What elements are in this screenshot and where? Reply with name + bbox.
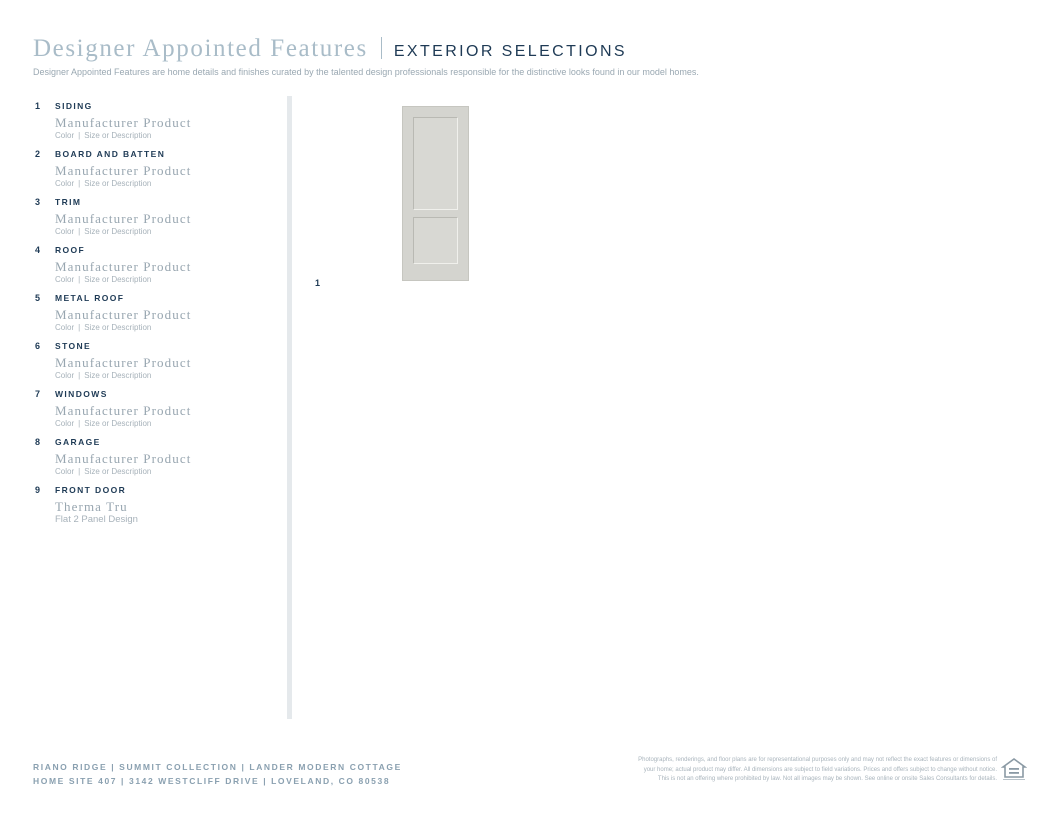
list-item	[35, 292, 275, 333]
item-number: 3	[35, 196, 41, 207]
list-item	[35, 196, 275, 237]
item-product: Manufacturer Product	[55, 259, 192, 274]
door-top-panel	[413, 117, 458, 210]
item-color: Color	[55, 323, 75, 332]
item-size: Size or Description	[84, 419, 152, 428]
disclaimer-line-3: This is not an offering where prohibited by law. Not all images may be shown. See online or onsite Sales Consultants for details.	[657, 776, 997, 782]
title-row	[33, 34, 1033, 63]
item-description: Color | Size or Description	[55, 419, 152, 428]
item-category: SIDING	[55, 100, 93, 111]
selection-list	[35, 100, 275, 532]
item-category: METAL ROOF	[55, 292, 125, 303]
list-item	[35, 436, 275, 477]
item-product: Manufacturer Product	[55, 307, 192, 322]
item-color: Color	[55, 227, 75, 236]
equal-housing-opportunity-icon	[1001, 757, 1027, 783]
item-description: Color | Size or Description	[55, 131, 152, 140]
item-size: Size or Description	[84, 131, 152, 140]
footer-address	[33, 760, 402, 788]
list-item-front-door	[35, 484, 275, 525]
disclaimer-line-1: Photographs, renderings, and floor plans are for representational purposes only and may not reflect the exact features or dimensions of	[638, 757, 997, 763]
door-icon	[402, 106, 469, 281]
list-item	[35, 244, 275, 285]
item-description: Color | Size or Description	[55, 467, 152, 476]
item-size: Size or Description	[84, 275, 152, 284]
item-color: Color	[55, 419, 75, 428]
item-product: Manufacturer Product	[55, 403, 192, 418]
list-item	[35, 148, 275, 189]
title-separator	[381, 37, 382, 59]
item-number: 4	[35, 244, 41, 255]
item-product: Manufacturer Product	[55, 211, 192, 226]
item-color: Color	[55, 179, 75, 188]
item-number: 5	[35, 292, 41, 303]
item-product: Manufacturer Product	[55, 163, 192, 178]
item-size: Size or Description	[84, 227, 152, 236]
disclaimer-line-2: your home; actual product may differ. All dimensions are subject to field variations. Prices and offers subject to change without notice.	[643, 766, 997, 773]
item-description: Color | Size or Description	[55, 227, 152, 236]
image-label: 1	[315, 278, 321, 288]
item-color: Color	[55, 467, 75, 476]
item-product: Manufacturer Product	[55, 355, 192, 370]
item-color: Color	[55, 275, 75, 284]
item-number: 6	[35, 340, 41, 351]
item-number: 1	[35, 100, 41, 111]
item-description: Color | Size or Description	[55, 371, 152, 380]
item-size: Size or Description	[84, 179, 152, 188]
item-number: 2	[35, 148, 41, 159]
item-category: BOARD AND BATTEN	[55, 148, 166, 159]
item-description: Color | Size or Description	[55, 179, 152, 188]
item-description: Flat 2 Panel Design	[55, 514, 138, 525]
disclaimer	[507, 756, 997, 785]
page-title: Designer Appointed Features	[33, 35, 368, 62]
item-category: FRONT DOOR	[55, 484, 127, 495]
list-item	[35, 388, 275, 429]
item-number: 9	[35, 484, 41, 495]
vertical-divider	[287, 96, 292, 719]
item-product: Manufacturer Product	[55, 451, 192, 466]
item-description: Color | Size or Description	[55, 323, 152, 332]
item-number: 8	[35, 436, 41, 447]
item-color: Color	[55, 131, 75, 140]
item-category: TRIM	[55, 196, 82, 207]
item-description: Color | Size or Description	[55, 275, 152, 284]
list-item	[35, 100, 275, 141]
item-size: Size or Description	[84, 467, 152, 476]
item-number: 7	[35, 388, 41, 399]
item-size: Size or Description	[84, 371, 152, 380]
item-product: Manufacturer Product	[55, 115, 192, 130]
page-header	[33, 34, 1033, 77]
item-size: Size or Description	[84, 323, 152, 332]
item-product: Therma Tru	[55, 499, 128, 514]
item-category: GARAGE	[55, 436, 101, 447]
intro-text: Designer Appointed Features are home details and finishes curated by the talented design professionals responsible for the distinctive looks found in our model homes.	[33, 67, 699, 77]
footer-line-2: HOME SITE 407 | 3142 WESTCLIFF DRIVE | LOVELAND, CO 80538	[33, 776, 391, 786]
page-subtitle: EXTERIOR SELECTIONS	[393, 43, 628, 60]
footer-line-1: RIANO RIDGE | SUMMIT COLLECTION | LANDER MODERN COTTAGE	[33, 762, 402, 772]
door-bottom-panel	[413, 217, 458, 264]
item-category: ROOF	[55, 244, 86, 255]
item-color: Color	[55, 371, 75, 380]
item-category: WINDOWS	[55, 388, 108, 399]
item-category: STONE	[55, 340, 92, 351]
list-item	[35, 340, 275, 381]
